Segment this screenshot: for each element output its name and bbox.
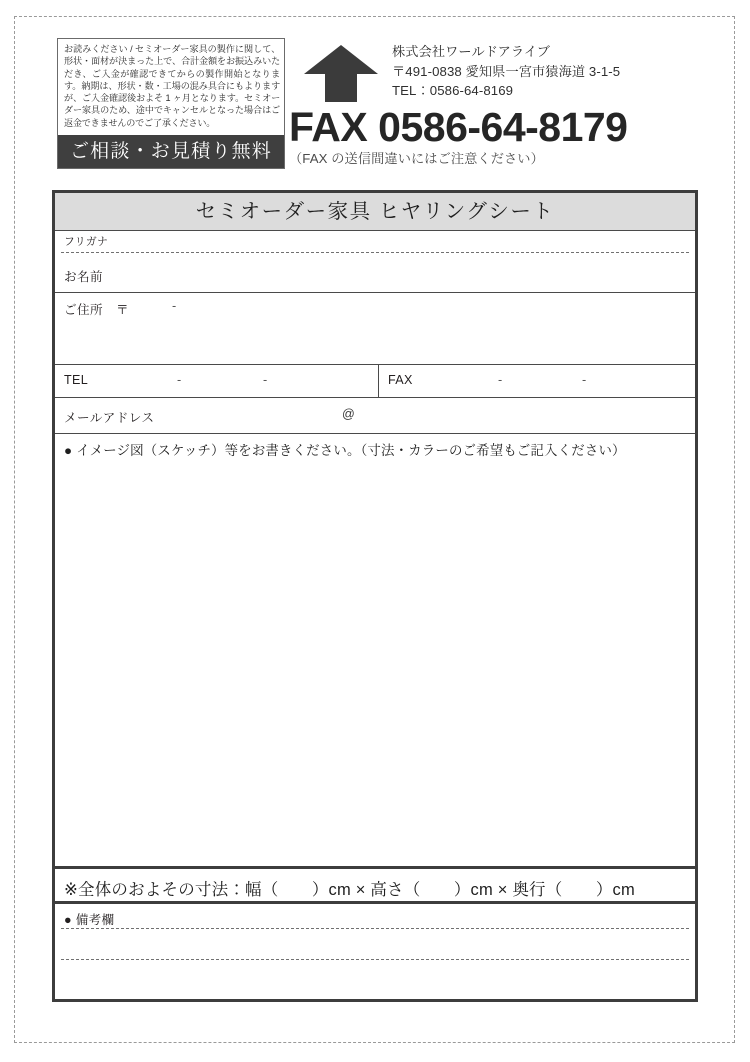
email-row[interactable] (55, 398, 695, 434)
sketch-instruction-text: ● イメージ図（スケッチ）等をお書きください。（寸法・カラーのご希望もご記入ください） (64, 443, 626, 458)
company-info (392, 42, 712, 101)
remarks-label: ● 備考欄 (64, 913, 115, 927)
address-row[interactable] (55, 293, 695, 365)
sheet-title: セミオーダー家具 ヒヤリングシート (55, 193, 695, 231)
fax-field-label: FAX (388, 373, 413, 387)
contact-row (55, 365, 695, 398)
tel-dash-2: - (263, 373, 268, 387)
up-arrow-icon (303, 43, 379, 104)
company-name: 株式会社ワールドアライブ (392, 44, 550, 59)
furigana-label: フリガナ (64, 236, 109, 248)
dimensions-row[interactable] (55, 869, 695, 904)
company-tel: TEL：0586-64-8169 (392, 83, 514, 98)
name-label: お名前 (64, 270, 103, 284)
furigana-row (55, 231, 695, 260)
email-at-symbol: @ (342, 407, 355, 421)
dimensions-text: ※全体のおよその寸法：幅（ ）cm × 高さ（ ）cm × 奥行（ ）cm (64, 881, 635, 899)
address-label: ご住所 (64, 303, 103, 317)
remarks-write-line-2[interactable] (61, 959, 689, 960)
hearing-sheet-frame (52, 190, 698, 1002)
free-consultation-banner: ご相談・お見積り無料 (58, 135, 284, 168)
notice-body-text: お読みください / セミオーダー家具の製作に関して、形状・面材が決まった上で、合計金額をお振込みいただき、ご入金が確認できてからの製作開始となります。納期は、形状・数・工場の混み具合にもよりますが、ご入金確認後およそ 1 ヶ月となります。セミオーダー家具のため、途中でキャンセルとなった場合はご返金できませんのでご了承ください。 (64, 44, 280, 128)
furigana-write-line[interactable] (61, 252, 689, 253)
fax-number: 0586-64-8179 (378, 104, 628, 150)
fax-cell[interactable] (378, 365, 695, 397)
remarks-write-line-1[interactable] (61, 928, 689, 929)
sketch-drawing-area[interactable] (55, 465, 695, 869)
tel-label: TEL (64, 373, 88, 387)
tel-dash-1: - (177, 373, 182, 387)
notice-box (57, 38, 285, 169)
fax-dash-2: - (582, 373, 587, 387)
company-address: 〒491-0838 愛知県一宮市猿海道 3-1-5 (392, 63, 621, 79)
name-row[interactable] (55, 260, 695, 293)
postal-dash: - (172, 299, 177, 313)
fax-header (0, 0, 750, 180)
fax-warning-note: （FAX の送信間違いにはご注意ください） (289, 151, 544, 166)
fax-dash-1: - (498, 373, 503, 387)
tel-cell[interactable] (55, 365, 378, 397)
remarks-row[interactable] (55, 904, 695, 989)
fax-number-line (289, 104, 709, 151)
fax-label: FAX (289, 104, 368, 150)
sketch-instruction-row (55, 434, 695, 465)
email-label: メールアドレス (64, 411, 155, 425)
postal-mark: 〒 (116, 303, 129, 317)
